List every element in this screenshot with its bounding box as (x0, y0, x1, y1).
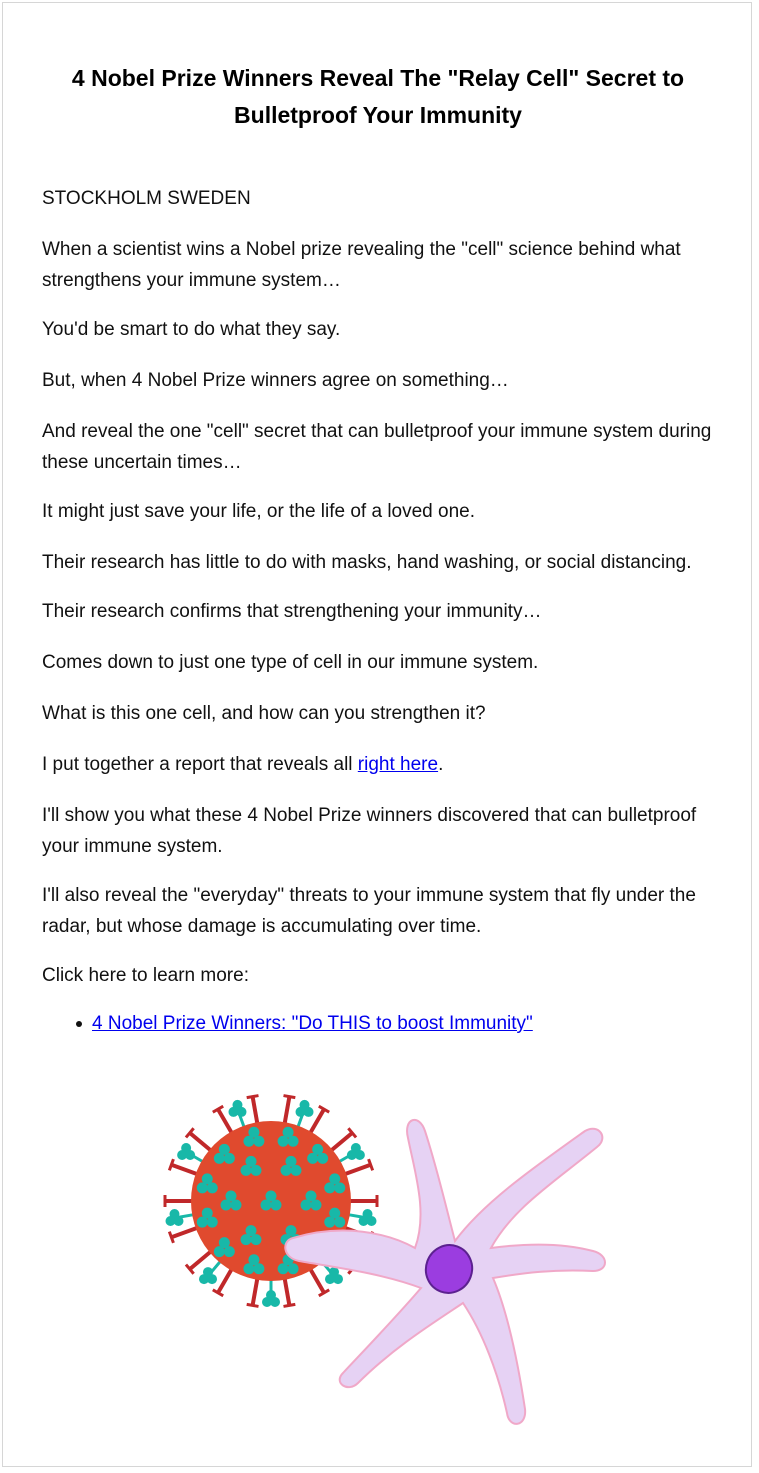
virus-spike (342, 1165, 370, 1175)
virus-spike-tip (369, 1159, 373, 1170)
virus-protein-lobe (207, 1217, 218, 1228)
virus-protein-lobe (278, 1263, 289, 1274)
virus-protein-lobe (291, 1165, 302, 1176)
paragraph-7: Their research confirms that strengthening your immunity… (42, 601, 542, 622)
paragraph-2: You'd be smart to do what they say. (42, 319, 341, 340)
virus-protein-lobe (236, 1107, 246, 1117)
virus-protein-outer (165, 1209, 194, 1226)
paragraph-13: Click here to learn more: (42, 965, 249, 986)
virus-protein-lobe (278, 1136, 289, 1147)
paragraph-9: What is this one cell, and how can you strengthen it? (42, 703, 486, 724)
virus-protein-lobe (355, 1150, 365, 1160)
virus-protein-lobe (253, 1136, 264, 1147)
right-here-link[interactable]: right here (357, 754, 439, 775)
paragraph-5: It might just save your life, or the life of a loved one. (42, 501, 476, 522)
headline (23, 60, 733, 134)
virus-protein-lobe (367, 1216, 377, 1226)
virus-protein-lobe (214, 1246, 225, 1257)
virus-spike (329, 1133, 352, 1152)
virus-protein-lobe (243, 1136, 254, 1147)
virus-protein-lobe (221, 1200, 232, 1211)
virus-protein-lobe (334, 1217, 345, 1228)
virus-protein-lobe (324, 1182, 335, 1193)
virus-protein-lobe (311, 1200, 322, 1211)
virus-protein-lobe (214, 1153, 225, 1164)
virus-spike (253, 1276, 258, 1306)
virus-spike-tip (247, 1096, 259, 1098)
virus-protein-outer (262, 1279, 280, 1307)
headline-line-1: 4 Nobel Prize Winners Reveal The "Relay Cell" Secret to (71, 65, 685, 91)
paragraph-8: Comes down to just one type of cell in our immune system. (42, 652, 539, 673)
link-list (42, 1008, 732, 1039)
list-item (92, 1008, 732, 1039)
paragraph-11: I'll show you what these 4 Nobel Prize winners discovered that can bulletproof your immune system. (42, 805, 697, 857)
headline-line-2: Bulletproof Your Immunity (234, 102, 522, 128)
paragraph-10-end: . (438, 754, 444, 775)
virus-protein-lobe (301, 1200, 312, 1211)
virus-spike (190, 1250, 213, 1269)
virus-protein-outer (199, 1261, 221, 1284)
virus-protein-lobe (304, 1107, 314, 1117)
virus-protein-lobe (207, 1274, 217, 1284)
virus-spike (218, 1267, 233, 1293)
virus-spike-tip (169, 1159, 173, 1170)
virus-protein-lobe (185, 1150, 195, 1160)
virus-protein-lobe (324, 1217, 335, 1228)
virus-protein-lobe (173, 1216, 183, 1226)
paragraph-3: But, when 4 Nobel Prize winners agree on something… (42, 370, 509, 391)
virus-protein-lobe (253, 1263, 264, 1274)
virus-protein-lobe (270, 1297, 280, 1307)
virus-protein-outer (228, 1100, 246, 1128)
virus-spike (171, 1165, 199, 1175)
virus-protein-lobe (243, 1263, 254, 1274)
article-body (42, 183, 732, 1039)
virus-protein-lobe (281, 1165, 292, 1176)
email-container (2, 2, 752, 1467)
virus-protein-lobe (224, 1153, 235, 1164)
virus-spike (171, 1227, 199, 1237)
virus-spike-tip (169, 1232, 173, 1243)
virus-protein-lobe (207, 1182, 218, 1193)
paragraph-12: I'll also reveal the "everyday" threats to your immune system that fly under the radar, but whose damage is accumulating over time. (42, 885, 696, 937)
nobel-prize-link[interactable]: 4 Nobel Prize Winners: "Do THIS to boost Immunity" (92, 1013, 533, 1034)
paragraph-6: Their research has little to do with masks, hand washing, or social distancing. (42, 552, 692, 573)
virus-protein-lobe (261, 1200, 272, 1211)
virus-protein-lobe (251, 1165, 262, 1176)
virus-protein-outer (348, 1209, 377, 1226)
virus-protein-lobe (197, 1182, 208, 1193)
virus-protein-lobe (288, 1263, 299, 1274)
virus-and-immune-cell-illustration[interactable] (153, 1083, 613, 1433)
virus-spike-tip (247, 1304, 259, 1306)
virus-spike-tip (283, 1304, 295, 1306)
dateline: STOCKHOLM SWEDEN (42, 188, 251, 209)
virus-protein-lobe (251, 1234, 262, 1245)
virus-spike (284, 1276, 289, 1306)
virus-protein-lobe (241, 1234, 252, 1245)
paragraph-10 (42, 749, 732, 780)
virus-protein-lobe (317, 1153, 328, 1164)
virus-spike (190, 1133, 213, 1152)
virus-spike (309, 1267, 324, 1293)
paragraph-1: When a scientist wins a Nobel prize revealing the "cell" science behind what strengthens your immune system… (42, 239, 681, 291)
virus-spike (284, 1097, 289, 1127)
virus-protein-outer (339, 1143, 365, 1162)
virus-protein-lobe (224, 1246, 235, 1257)
virus-protein-lobe (197, 1217, 208, 1228)
virus-protein-lobe (307, 1153, 318, 1164)
virus-protein-lobe (241, 1165, 252, 1176)
paragraph-10-text: I put together a report that reveals all (42, 754, 358, 775)
virus-protein-lobe (333, 1274, 343, 1284)
virus-protein-outer (296, 1100, 314, 1128)
virus-protein-outer (177, 1143, 203, 1162)
virus-protein-lobe (231, 1200, 242, 1211)
virus-protein-lobe (334, 1182, 345, 1193)
virus-protein-lobe (271, 1200, 282, 1211)
virus-protein-lobe (288, 1136, 299, 1147)
paragraph-4: And reveal the one "cell" secret that can bulletproof your immune system during these uncertain times… (42, 421, 712, 473)
virus-spike-tip (283, 1096, 295, 1098)
virus-spike (253, 1097, 258, 1127)
